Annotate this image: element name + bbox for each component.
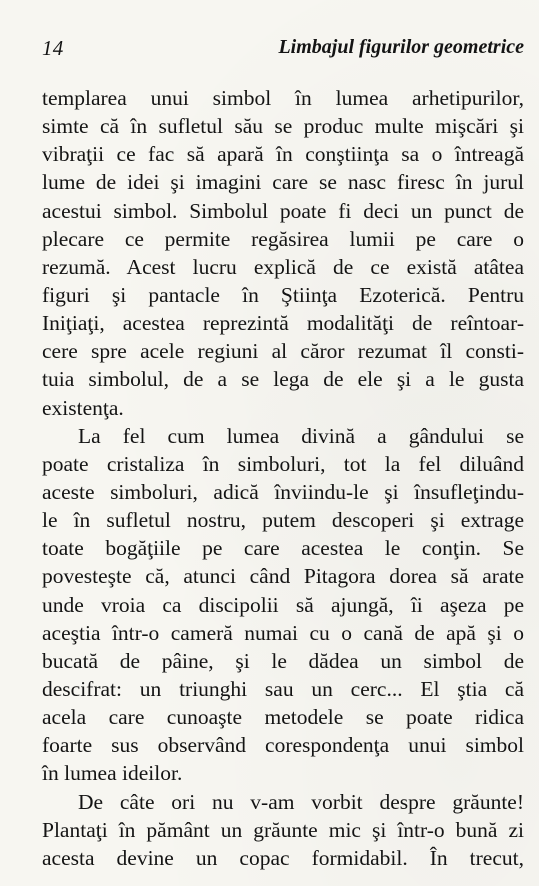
text-line: vibraţii ce fac să apară în conştiinţa sa o întreagă xyxy=(42,142,524,167)
text-line: cere spre acele regiuni al căror rezumat îl consti- xyxy=(42,339,524,364)
text-line: figuri şi pantacle în Ştiinţa Ezoterică. Pentru xyxy=(42,282,524,307)
text-line: Plantaţi în pământ un grăunte mic şi într-o bună zi xyxy=(42,817,524,842)
paragraph-first-line: De câte ori nu v-am vorbit despre grăunte! xyxy=(78,789,524,814)
text-line: Iniţiaţi, acestea reprezintă modalităţi de reîntoar- xyxy=(42,311,524,336)
running-header xyxy=(42,36,524,62)
book-title: Limbajul figurilor geometrice xyxy=(278,36,524,58)
text-line: foarte sus observând corespondenţa unui simbol xyxy=(42,733,524,758)
text-line: plecare ce permite regăsirea lumii pe care o xyxy=(42,226,524,251)
text-line: rezumă. Acest lucru explică de ce există atâtea xyxy=(42,254,524,279)
body-text xyxy=(42,84,524,872)
text-line: acesta devine un copac formidabil. În trecut, xyxy=(42,845,524,870)
paragraph-last-line: existenţa. xyxy=(42,395,124,420)
text-line: acestui simbol. Simbolul poate fi deci un punct de xyxy=(42,198,524,223)
text-line: descifrat: un triunghi sau un cerc... El ştia că xyxy=(42,676,524,701)
text-line: unde vroia ca discipolii să ajungă, îi aşeza pe xyxy=(42,592,524,617)
text-line: tuia simbolul, de a se lega de ele şi a le gusta xyxy=(42,367,524,392)
text-line: bucată de pâine, şi le dădea un simbol de xyxy=(42,648,524,673)
text-line: toate bogăţiile pe care acestea le conţin. Se xyxy=(42,536,524,561)
text-line: povesteşte că, atunci când Pitagora dorea să arate xyxy=(42,564,524,589)
text-line: lume de idei şi imagini care se nasc firesc în jurul xyxy=(42,170,524,195)
text-line: le în sufletul nostru, putem descoperi şi extrage xyxy=(42,508,524,533)
text-line: poate cristaliza în simboluri, tot la fel diluând xyxy=(42,451,524,476)
paragraph-first-line: La fel cum lumea divină a gândului se xyxy=(78,423,524,448)
text-line: simte că în sufletul său se produc multe mişcări şi xyxy=(42,114,524,139)
text-line: acela care cunoaşte metodele se poate ridica xyxy=(42,705,524,730)
page-number: 14 xyxy=(42,36,64,60)
text-line: templarea unui simbol în lumea arhetipurilor, xyxy=(42,86,524,110)
text-line: aceste simboluri, adică înviindu-le şi însufleţindu- xyxy=(42,479,524,504)
paragraph-last-line: în lumea ideilor. xyxy=(42,761,183,786)
text-line: aceştia într-o cameră numai cu o cană de apă şi o xyxy=(42,620,524,645)
